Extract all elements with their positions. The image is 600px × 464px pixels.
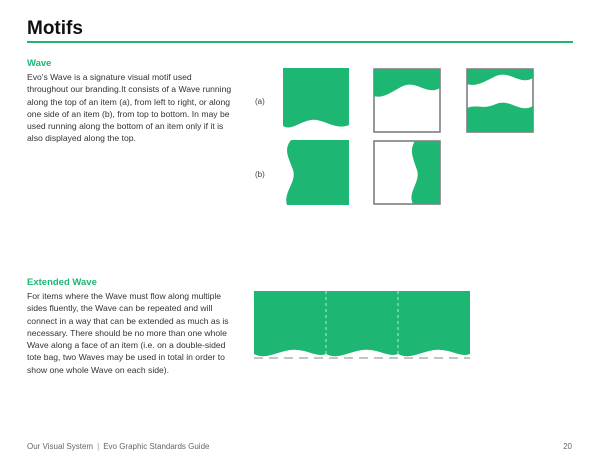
- wave-heading: Wave: [27, 58, 52, 69]
- label-b: (b): [255, 170, 265, 179]
- footer: [27, 442, 209, 451]
- label-a: (a): [255, 97, 265, 106]
- page-title: Motifs: [27, 18, 83, 39]
- page-number: 20: [563, 442, 572, 451]
- footer-guide-title: Evo Graphic Standards Guide: [103, 442, 210, 451]
- extended-wave-heading: Extended Wave: [27, 277, 97, 288]
- extended-wave-motif: [254, 291, 470, 363]
- wave-description: Evo's Wave is a signature visual motif used throughout our branding.It consists of a Wave running along the top of an item (a), from left to right, or along one side of an item (b), from top to bottom. In may be used running along the bottom of an item only if it is also displayed along the top.: [27, 72, 232, 144]
- wave-motif-a3: [466, 68, 534, 133]
- wave-motif-b1: [283, 140, 349, 205]
- extended-wave-description: For items where the Wave must flow along multiple sides fluently, the Wave can be repeated and will connect in a way that can be extended as much as is necessary. There should be no more than one whole Wave along a face of an item (i.e. on a double-sided tote bag, two Waves may be used in total in order to show one whole Wave on each side).: [27, 291, 229, 375]
- wave-motif-a2: [373, 68, 441, 133]
- wave-motif-a1: [283, 68, 349, 133]
- footer-section: Our Visual System: [27, 442, 94, 451]
- footer-separator: |: [97, 442, 100, 451]
- title-divider: [27, 41, 573, 43]
- wave-motif-b2: [373, 140, 441, 205]
